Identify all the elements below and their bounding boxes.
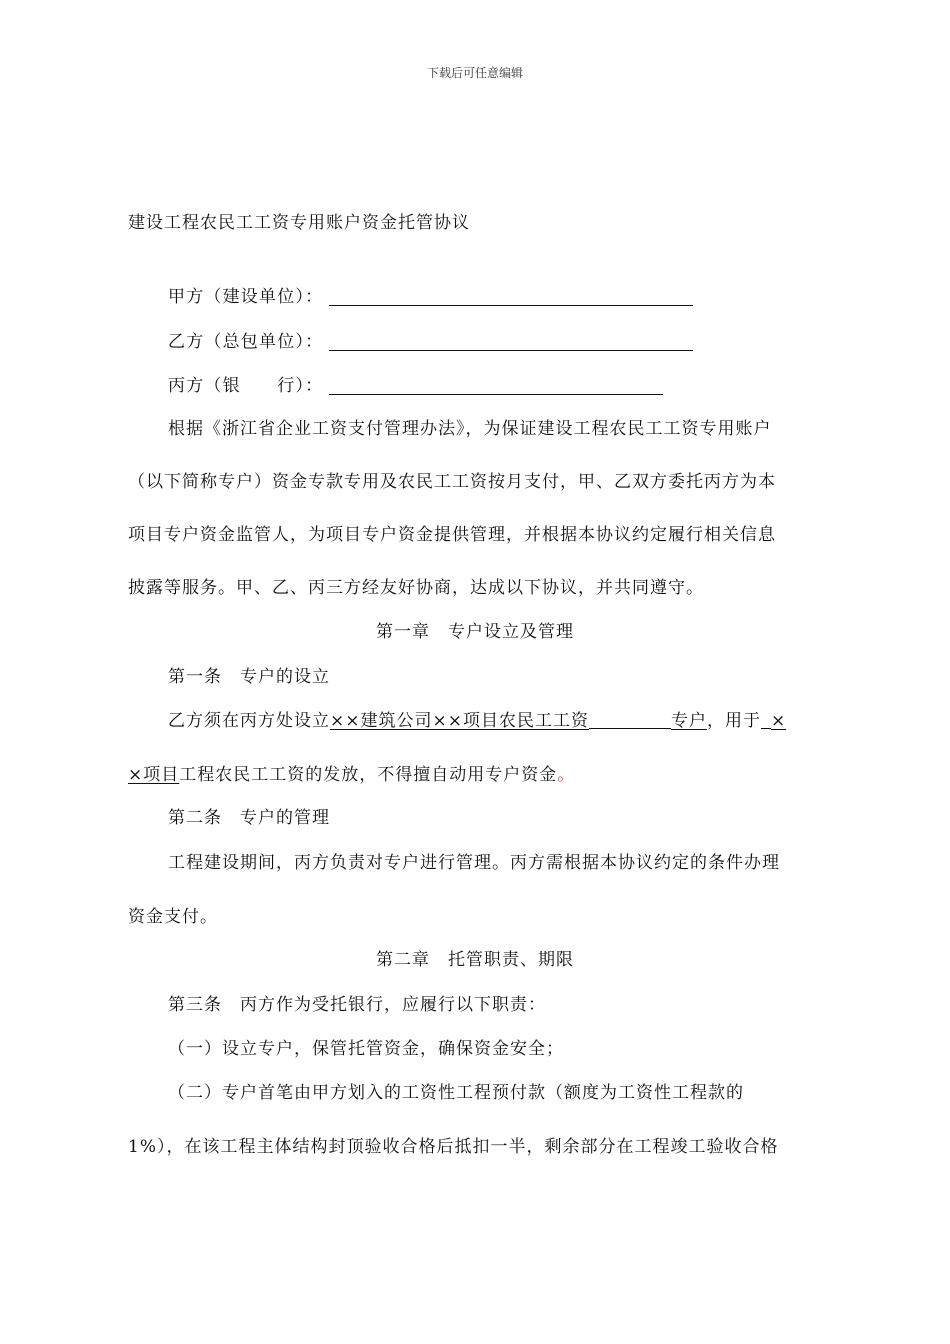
article-3-title: 第三条 丙方作为受托银行，应履行以下职责： <box>168 995 546 1015</box>
party-c-line <box>168 371 663 396</box>
chapter-1-title: 第一章 专户设立及管理 <box>376 622 574 642</box>
party-a-blank <box>329 287 693 306</box>
document-title: 建设工程农民工工资专用账户资金托管协议 <box>128 213 470 233</box>
article-1-text-b: 工程农民工工资的发放，不得擅自动用专户资金 <box>179 765 558 785</box>
party-b-label: 乙方（总包单位）： <box>168 332 324 352</box>
header-note: 下载后可任意编辑 <box>426 66 523 80</box>
article-3-item-2-line-1: （二）专户首笔由甲方划入的工资性工程预付款（额度为工资性工程款的 <box>168 1083 744 1103</box>
chapter-2-title: 第二章 托管职责、期限 <box>376 950 574 970</box>
article-1-period: 。 <box>557 765 576 785</box>
party-b-line <box>168 327 693 352</box>
article-2-line-2: 资金支付。 <box>128 907 218 927</box>
account-name: ××建筑公司××项目农民工工资 <box>330 711 589 731</box>
intro-line-2: （以下简称专户）资金专款专用及农民工工资按月支付，甲、乙双方委托丙方为本 <box>128 472 776 492</box>
party-a-line <box>168 282 693 307</box>
article-3-item-1: （一）设立专户，保管托管资金，确保资金安全； <box>168 1039 564 1059</box>
account-suffix: 专户 <box>670 711 707 731</box>
article-3-item-2-line-2: 1%），在该工程主体结构封顶验收合格后抵扣一半，剩余部分在工程竣工验收合格 <box>128 1137 779 1157</box>
intro-line-3: 项目专户资金监管人，为项目专户资金提供管理，并根据本协议约定履行相关信息 <box>128 525 776 545</box>
purpose-blank <box>761 711 771 729</box>
article-1-text-a: 乙方须在丙方处设立 <box>168 711 330 731</box>
party-c-blank <box>329 376 663 395</box>
account-name-blank <box>589 711 671 729</box>
article-2-line-1: 工程建设期间，丙方负责对专户进行管理。丙方需根据本协议约定的条件办理 <box>168 853 780 873</box>
party-b-blank <box>329 332 693 351</box>
intro-line-4: 披露等服务。甲、乙、丙三方经友好协商，达成以下协议，并共同遵守。 <box>128 578 704 598</box>
article-1-line-2 <box>128 760 575 785</box>
article-1-text-c: ，用于 <box>706 711 761 731</box>
article-2-title: 第二条 专户的管理 <box>168 808 330 828</box>
party-c-label: 丙方（银 行）： <box>168 376 324 396</box>
article-1-line-1 <box>168 706 786 731</box>
article-1-title: 第一条 专户的设立 <box>168 667 330 687</box>
project-name-end: ×项目 <box>128 765 180 785</box>
party-a-label: 甲方（建设单位）： <box>168 287 324 307</box>
intro-line-1: 根据《浙江省企业工资支付管理办法》，为保证建设工程农民工工资专用账户 <box>168 419 772 439</box>
project-name-start: × <box>770 711 787 731</box>
